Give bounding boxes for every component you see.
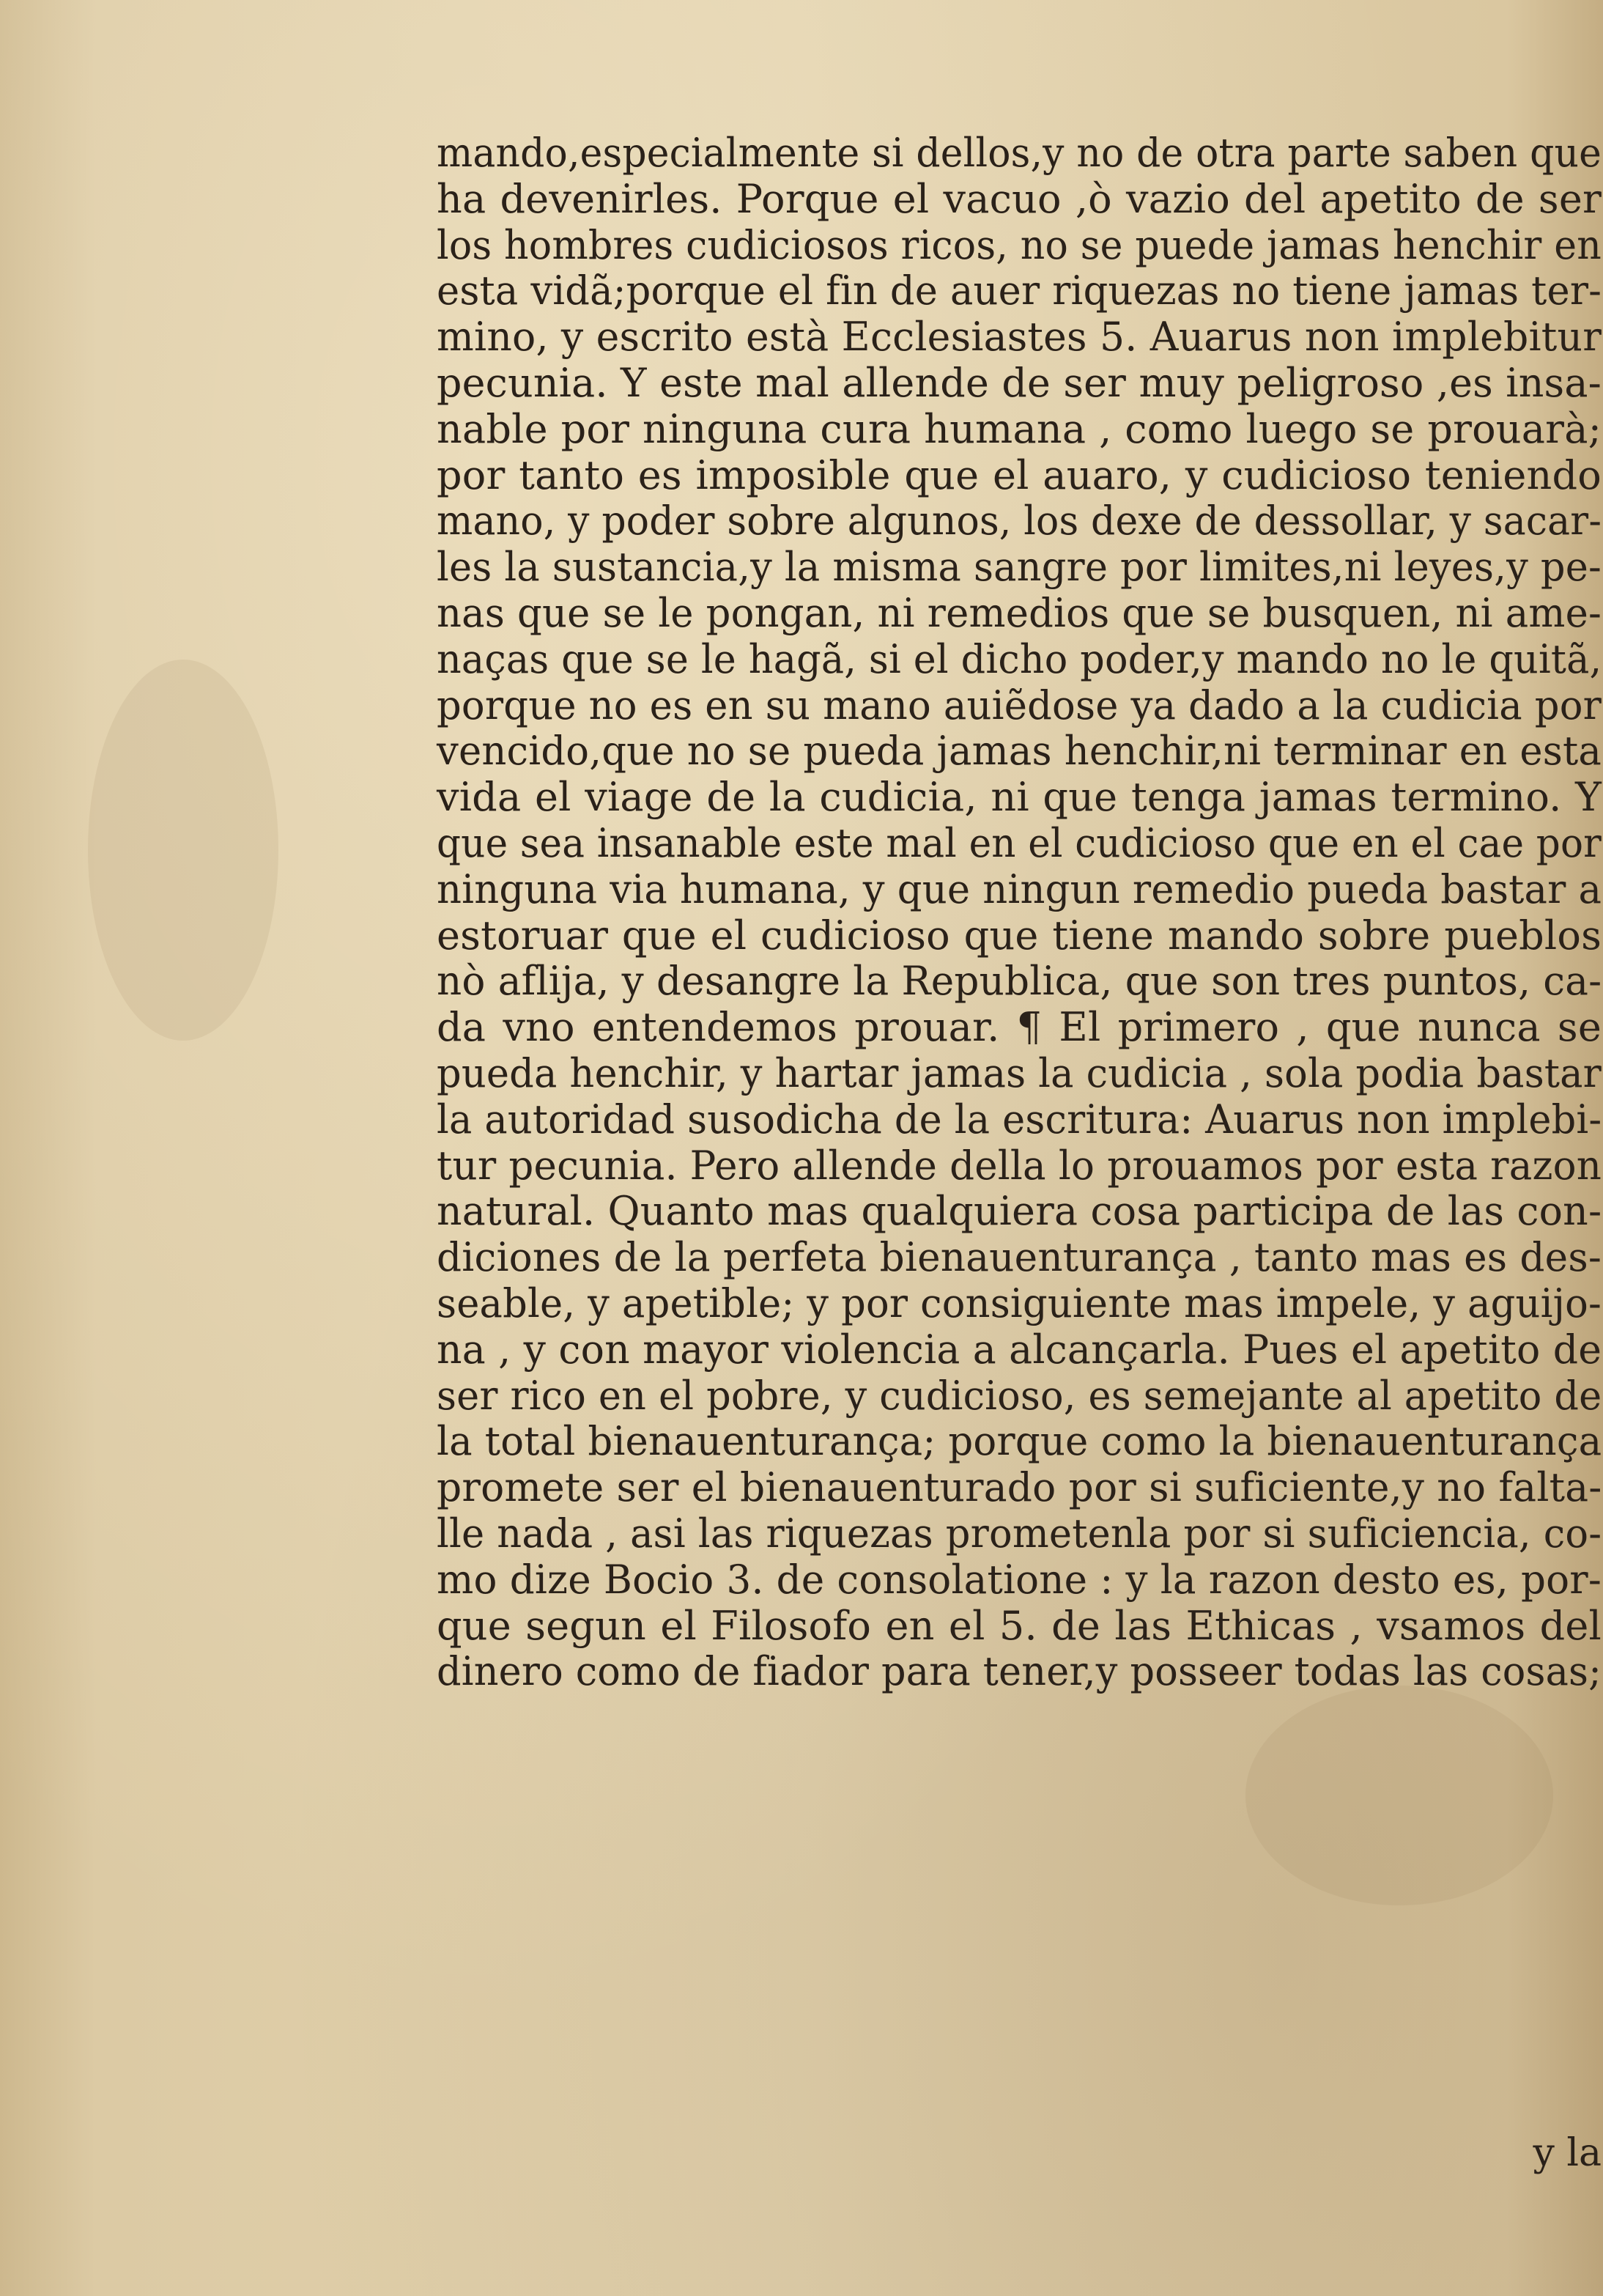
text-line: mando,especialmente si dellos,y no de otra parte saben que: [437, 130, 1602, 176]
text-line: pueda henchir, y hartar jamas la cudicia , sola podia bastar: [437, 1049, 1602, 1096]
paper-stain: [1245, 1686, 1553, 1905]
text-line: da vno entendemos prouar. ¶ El primero , que nunca se: [437, 1004, 1602, 1051]
text-line: ha devenirles. Porque el vacuo ,ò vazio del apetito de ser: [437, 175, 1602, 222]
text-line: tur pecunia. Pero allende della lo prouamos por esta razon: [437, 1142, 1602, 1189]
text-line: la autoridad susodicha de la escritura: Auarus non implebi-: [437, 1096, 1602, 1143]
text-line: esta vidã;porque el fin de auer riquezas no tiene jamas ter-: [437, 267, 1602, 314]
text-line: nas que se le pongan, ni remedios que se busquen, ni ame-: [437, 589, 1602, 636]
text-line: mano, y poder sobre algunos, los dexe de dessollar, y sacar-: [437, 498, 1602, 545]
text-line: naças que se le hagã, si el dicho poder,y mando no le quitã,: [437, 635, 1602, 682]
text-line: lle nada , asi las riquezas prometenla por si suficiencia, co-: [437, 1510, 1602, 1557]
text-line: pecunia. Y este mal allende de ser muy peligroso ,es insa-: [437, 359, 1602, 406]
text-line: ser rico en el pobre, y cudicioso, es semejante al apetito de: [437, 1372, 1602, 1419]
text-line: ninguna via humana, y que ningun remedio pueda bastar a: [437, 865, 1602, 912]
text-line: dinero como de fiador para tener,y posseer todas las cosas;: [437, 1648, 1602, 1695]
text-line: los hombres cudiciosos ricos, no se puede jamas henchir en: [437, 221, 1602, 268]
text-line: porque no es en su mano auiẽdose ya dado a la cudicia por: [437, 682, 1602, 728]
text-line: que segun el Filosofo en el 5. de las Ethicas , vsamos del: [437, 1602, 1602, 1649]
text-line: promete ser el bienauenturado por si suficiente,y no falta-: [437, 1464, 1602, 1511]
text-line: mo dize Bocio 3. de consolatione : y la razon desto es, por-: [437, 1556, 1602, 1603]
paper-stain: [88, 660, 278, 1041]
text-line: seable, y apetible; y por consiguiente mas impele, y aguijo-: [437, 1280, 1602, 1326]
text-line: estoruar que el cudicioso que tiene mando sobre pueblos: [437, 912, 1602, 959]
text-line: que sea insanable este mal en el cudicioso que en el cae por: [437, 819, 1602, 866]
text-line: por tanto es imposible que el auaro, y cudicioso teniendo: [437, 451, 1602, 498]
text-line: les la sustancia,y la misma sangre por limites,ni leyes,y pe-: [437, 544, 1602, 591]
text-line: na , y con mayor violencia a alcançarla. Pues el apetito de: [437, 1326, 1602, 1373]
page-text: [437, 130, 1602, 1695]
text-line: vencido,que no se pueda jamas henchir,ni terminar en esta: [437, 728, 1602, 775]
catchword: y la: [1533, 2131, 1602, 2175]
text-line: nable por ninguna cura humana , como luego se prouarà;: [437, 405, 1602, 452]
text-line: natural. Quanto mas qualquiera cosa participa de las con-: [437, 1188, 1602, 1235]
text-line: nò aflija, y desangre la Republica, que son tres puntos, ca-: [437, 958, 1602, 1005]
text-line: diciones de la perfeta bienauenturança , tanto mas es des-: [437, 1234, 1602, 1281]
text-line: vida el viage de la cudicia, ni que tenga jamas termino. Y: [437, 774, 1602, 821]
text-line: la total bienauenturança; porque como la bienauenturança: [437, 1418, 1602, 1465]
text-line: mino, y escrito està Ecclesiastes 5. Auarus non implebitur: [437, 314, 1602, 361]
